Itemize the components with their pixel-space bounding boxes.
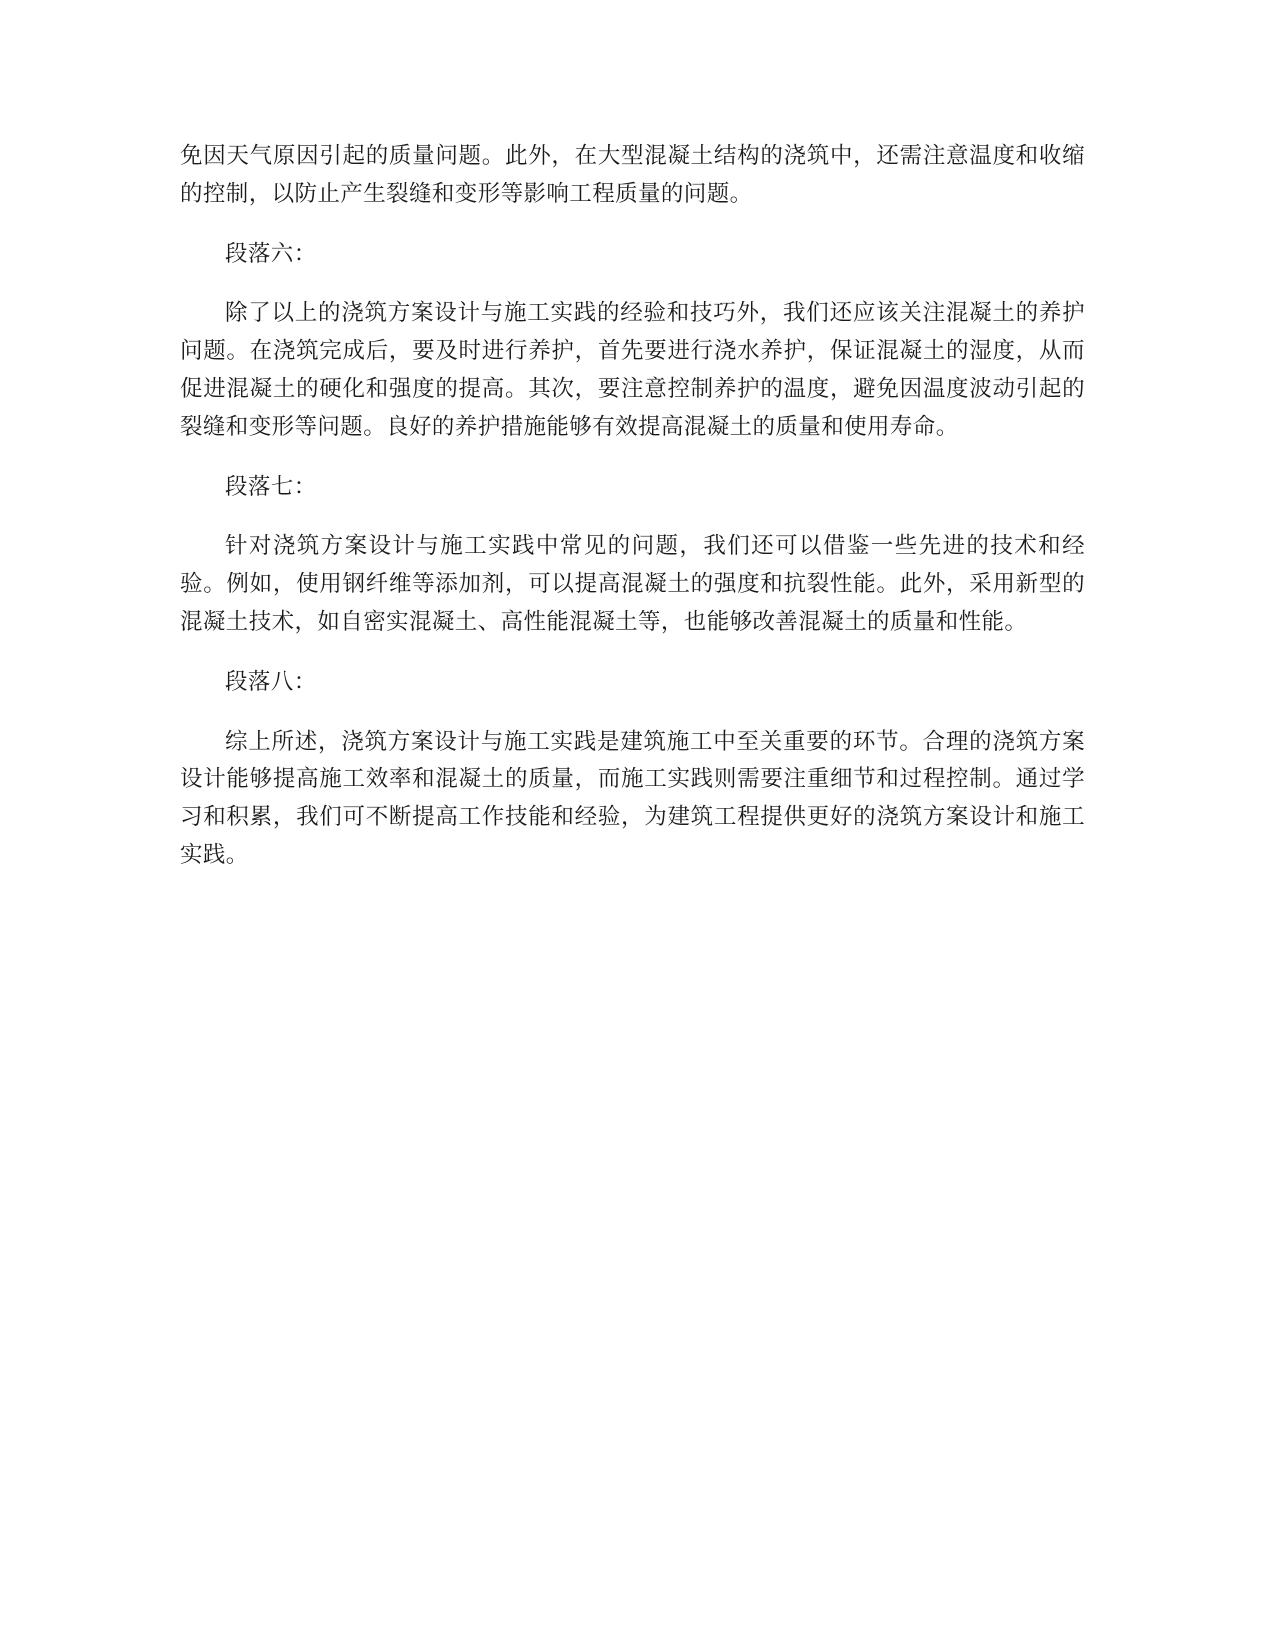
section-heading-6: 段落六： bbox=[225, 240, 317, 267]
section-body-7: 针对浇筑方案设计与施工实践中常见的问题，我们还可以借鉴一些先进的技术和经验。例如，使用钢纤维等添加剂，可以提高混凝土的强度和抗裂性能。此外，采用新型的混凝土技术，如自密实混凝土、高性能混凝土等，也能够改善混凝土的质量和性能。 bbox=[180, 533, 1085, 635]
continuation-paragraph: 免因天气原因引起的质量问题。此外，在大型混凝土结构的浇筑中，还需注意温度和收缩的控制，以防止产生裂缝和变形等影响工程质量的问题。 bbox=[180, 143, 1085, 207]
section-body-8: 综上所述，浇筑方案设计与施工实践是建筑施工中至关重要的环节。合理的浇筑方案设计能够提高施工效率和混凝土的质量，而施工实践则需要注重细节和过程控制。通过学习和积累，我们可不断提高工作技能和经验，为建筑工程提供更好的浇筑方案设计和施工实践。 bbox=[180, 728, 1085, 868]
document-page bbox=[180, 138, 1085, 897]
section-heading-8: 段落八： bbox=[225, 668, 317, 695]
section-body-6: 除了以上的浇筑方案设计与施工实践的经验和技巧外，我们还应该关注混凝土的养护问题。在浇筑完成后，要及时进行养护，首先要进行浇水养护，保证混凝土的湿度，从而促进混凝土的硬化和强度的提高。其次，要注意控制养护的温度，避免因温度波动引起的裂缝和变形等问题。良好的养护措施能够有效提高混凝土的质量和使用寿命。 bbox=[180, 300, 1085, 440]
section-heading-7: 段落七： bbox=[225, 473, 317, 500]
